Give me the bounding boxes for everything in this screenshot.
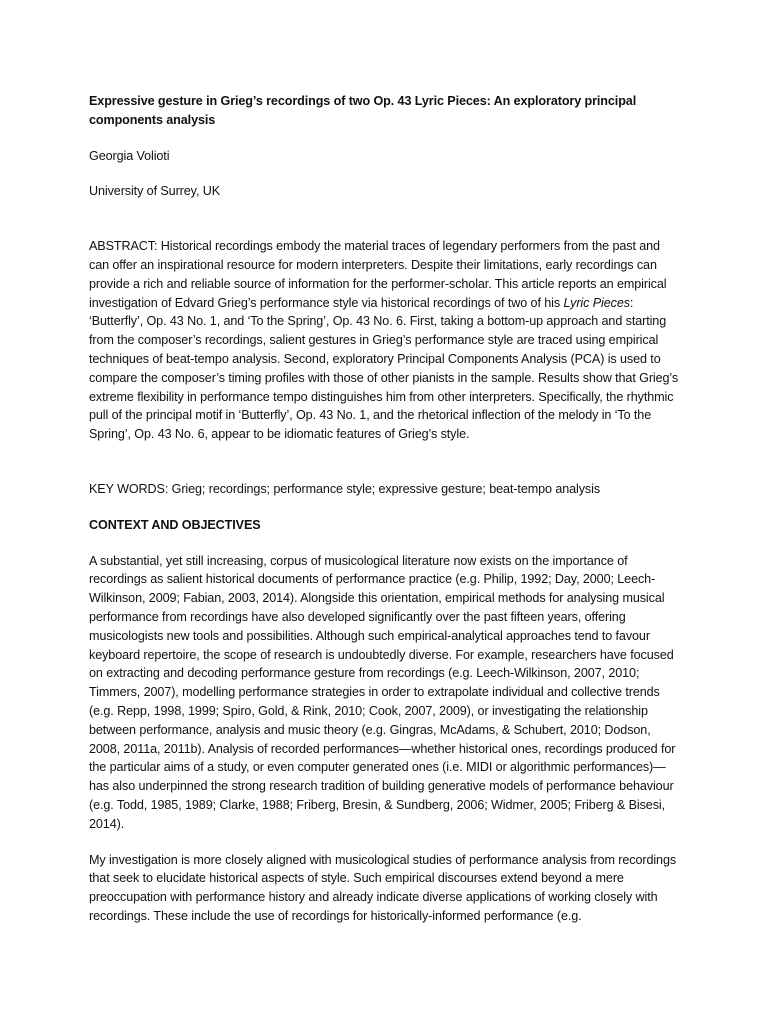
abstract-text-2: : ‘Butterfly’, Op. 43 No. 1, and ‘To the Spring’, Op. 43 No. 6. First, taking a bottom-up approach and starting from the composer’s recordings, salient gestures in Grieg’s performance style are traced using empirical techniques of beat-tempo analysis. Second, exploratory Principal Components Analysis (PCA) is used to compare the composer’s timing profiles with those of other pianists in the sample. Results show that Grieg’s extreme flexibility in performance tempo distinguishes him from other interpreters. Specifically, the rhythmic pull of the principal motif in ‘Butterfly’, Op. 43 No. 1, and the rhetorical inflection of the melody in ‘To the Spring’, Op. 43 No. 6, appear to be idiomatic features of Grieg’s style.	[89, 295, 679, 442]
keywords: KEY WORDS: Grieg; recordings; performance style; expressive gesture; beat-tempo analysis	[89, 481, 601, 496]
abstract	[89, 237, 683, 444]
section-heading: CONTEXT AND OBJECTIVES	[89, 517, 261, 532]
author-name: Georgia Volioti	[89, 148, 170, 163]
paper-title: Expressive gesture in Grieg’s recordings of two Op. 43 Lyric Pieces: An exploratory principal components analysis	[89, 94, 637, 127]
body-paragraph-2: My investigation is more closely aligned with musicological studies of performance analysis from recordings that seek to elucidate historical aspects of style. Such empirical discourses extend beyond a mere preoccupation with performance history and already indicate diverse applications of working closely with recordings. These include the use of recordings for historically-informed performance (e.g.	[89, 852, 677, 923]
author-affiliation: University of Surrey, UK	[89, 184, 221, 199]
document-page	[89, 92, 683, 926]
abstract-italic-lyric-pieces: Lyric Pieces	[563, 295, 630, 310]
abstract-text-1: ABSTRACT: Historical recordings embody the material traces of legendary performers from the past and can offer an inspirational resource for modern interpreters. Despite their limitations, early recordings can provide a rich and reliable source of information for the performer-scholar. This article reports an empirical investigation of Edvard Grieg’s performance style via historical recordings of two of his	[89, 239, 667, 310]
body-paragraph-1: A substantial, yet still increasing, corpus of musicological literature now exists on the importance of recordings as salient historical documents of performance practice (e.g. Philip, 1992; Day, 2000; Leech-Wilkinson, 2009; Fabian, 2003, 2014). Alongside this orientation, empirical methods for analysing musical performance from recordings have also developed significantly over the past fifteen years, offering musicologists new tools and possibilities. Although such empirical-analytical approaches tend to favour keyboard repertoire, the scope of research is undoubtedly diverse. For example, researchers have focused on extracting and decoding performance gesture from recordings (e.g. Leech-Wilkinson, 2007, 2010; Timmers, 2007), modelling performance strategies in order to extrapolate individual and collective trends (e.g. Repp, 1998, 1999; Spiro, Gold, & Rink, 2010; Cook, 2007, 2009), or investigating the relationship between performance, analysis and music theory (e.g. Gingras, McAdams, & Schubert, 2010; Dodson, 2008, 2011a, 2011b). Analysis of recorded performances—whether historical ones, recordings produced for the particular aims of a study, or even computer generated ones (i.e. MIDI or algorithmic performances)—has also underpinned the strong research tradition of building generative models of performance behaviour (e.g. Todd, 1985, 1989; Clarke, 1988; Friberg, Bresin, & Sundberg, 2006; Widmer, 2005; Friberg & Bisesi, 2014).	[89, 553, 676, 831]
